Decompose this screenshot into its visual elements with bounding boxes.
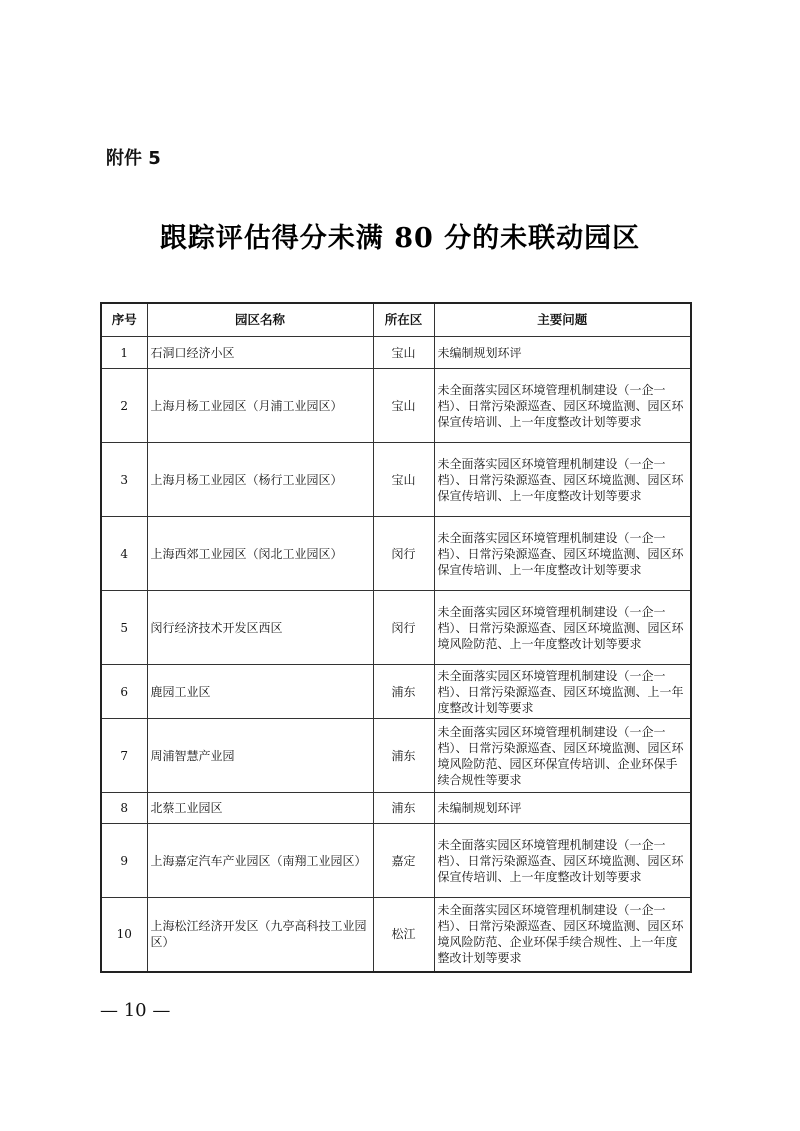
table-row [101, 898, 691, 972]
district-name: 宝山 [373, 443, 434, 517]
row-number: 8 [101, 793, 147, 824]
main-problem: 未全面落实园区环境管理机制建设（一企一档）、日常污染源巡查、园区环境监测、上一年度整改计划等要求 [434, 665, 691, 719]
district-name: 浦东 [373, 793, 434, 824]
main-problem: 未全面落实园区环境管理机制建设（一企一档）、日常污染源巡查、园区环境监测、园区环境风险防范、上一年度整改计划等要求 [434, 591, 691, 665]
issues-table [100, 302, 692, 973]
district-name: 嘉定 [373, 824, 434, 898]
column-header-park: 园区名称 [147, 303, 373, 337]
district-name: 闵行 [373, 591, 434, 665]
row-number: 4 [101, 517, 147, 591]
park-name: 上海月杨工业园区（月浦工业园区） [147, 369, 373, 443]
table-row [101, 824, 691, 898]
park-name: 上海松江经济开发区（九亭高科技工业园区） [147, 898, 373, 972]
row-number: 7 [101, 719, 147, 793]
park-name: 石洞口经济小区 [147, 337, 373, 369]
row-number: 3 [101, 443, 147, 517]
park-name: 北蔡工业园区 [147, 793, 373, 824]
table-row [101, 443, 691, 517]
district-name: 浦东 [373, 719, 434, 793]
table-row [101, 719, 691, 793]
document-title: 跟踪评估得分未满 80 分的未联动园区 [159, 223, 641, 254]
column-header-no: 序号 [101, 303, 147, 337]
row-number: 1 [101, 337, 147, 369]
park-name: 周浦智慧产业园 [147, 719, 373, 793]
main-problem: 未全面落实园区环境管理机制建设（一企一档）、日常污染源巡查、园区环境监测、园区环保宣传培训、上一年度整改计划等要求 [434, 443, 691, 517]
park-name: 鹿园工业区 [147, 665, 373, 719]
page-number: — 10 — [100, 1000, 171, 1021]
table-row [101, 793, 691, 824]
table-row [101, 665, 691, 719]
column-header-district: 所在区 [373, 303, 434, 337]
district-name: 松江 [373, 898, 434, 972]
district-name: 闵行 [373, 517, 434, 591]
park-name: 上海月杨工业园区（杨行工业园区） [147, 443, 373, 517]
district-name: 浦东 [373, 665, 434, 719]
main-problem: 未全面落实园区环境管理机制建设（一企一档）、日常污染源巡查、园区环境监测、园区环境风险防范、园区环保宣传培训、企业环保手续合规性等要求 [434, 719, 691, 793]
main-problem: 未编制规划环评 [434, 793, 691, 824]
main-problem: 未全面落实园区环境管理机制建设（一企一档）、日常污染源巡查、园区环境监测、园区环保宣传培训、上一年度整改计划等要求 [434, 369, 691, 443]
park-name: 上海嘉定汽车产业园区（南翔工业园区） [147, 824, 373, 898]
main-problem: 未编制规划环评 [434, 337, 691, 369]
table-row [101, 337, 691, 369]
row-number: 9 [101, 824, 147, 898]
main-problem: 未全面落实园区环境管理机制建设（一企一档）、日常污染源巡查、园区环境监测、园区环保宣传培训、上一年度整改计划等要求 [434, 824, 691, 898]
park-name: 闵行经济技术开发区西区 [147, 591, 373, 665]
table-row [101, 517, 691, 591]
column-header-problem: 主要问题 [434, 303, 691, 337]
district-name: 宝山 [373, 337, 434, 369]
table-row [101, 591, 691, 665]
park-name: 上海西郊工业园区（闵北工业园区） [147, 517, 373, 591]
table-body [101, 337, 691, 972]
row-number: 5 [101, 591, 147, 665]
table-header-row [101, 303, 691, 337]
district-name: 宝山 [373, 369, 434, 443]
table-row [101, 369, 691, 443]
main-problem: 未全面落实园区环境管理机制建设（一企一档）、日常污染源巡查、园区环境监测、园区环保宣传培训、上一年度整改计划等要求 [434, 517, 691, 591]
row-number: 6 [101, 665, 147, 719]
annex-label: 附件 5 [106, 148, 161, 169]
row-number: 10 [101, 898, 147, 972]
row-number: 2 [101, 369, 147, 443]
main-problem: 未全面落实园区环境管理机制建设（一企一档）、日常污染源巡查、园区环境监测、园区环境风险防范、企业环保手续合规性、上一年度整改计划等要求 [434, 898, 691, 972]
